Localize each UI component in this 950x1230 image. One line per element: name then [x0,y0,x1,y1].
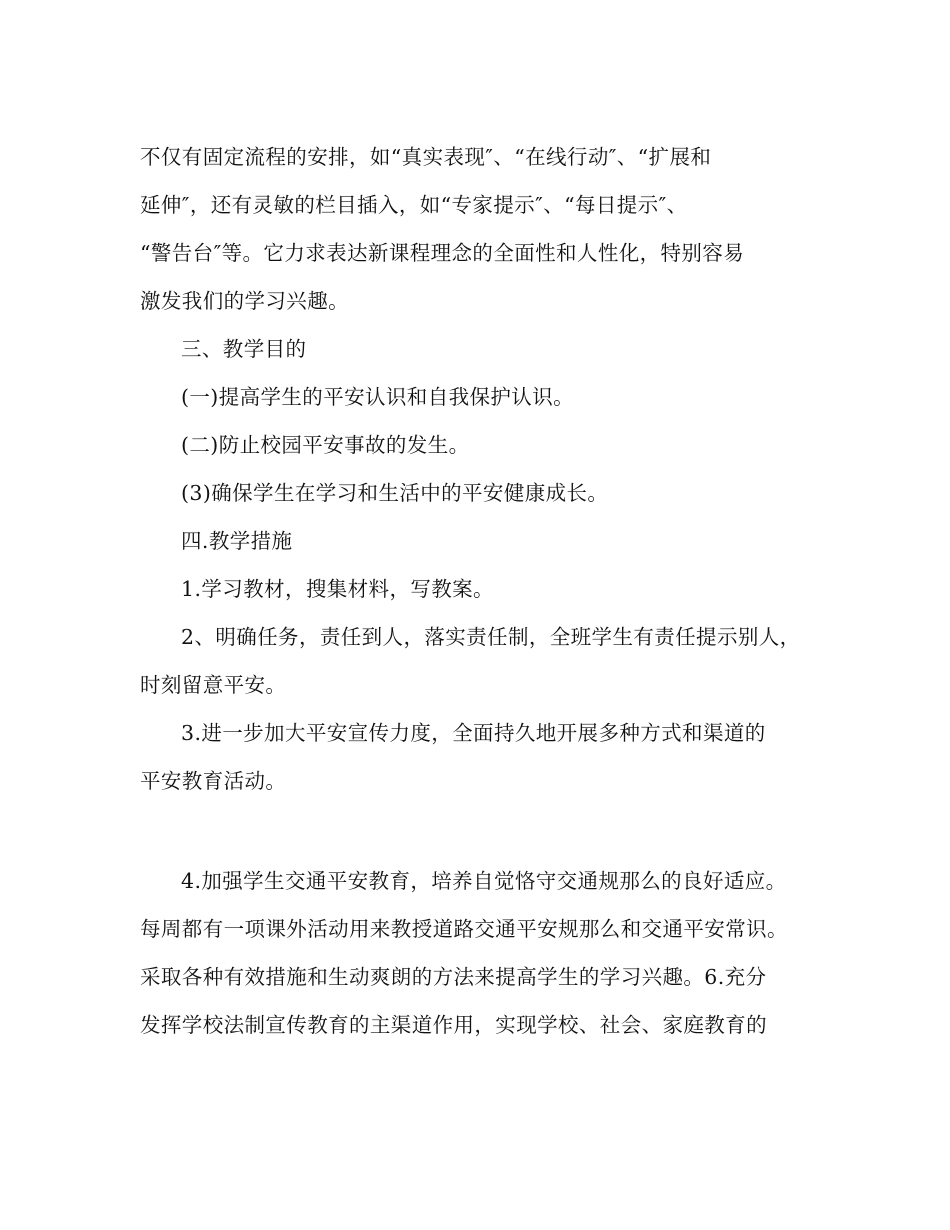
list-item: 2、明确任务，责任到人，落实责任制，全班学生有责任提示别人， [181,625,801,649]
text-line: “警告台″等。它力求表达新课程理念的全面性和人性化，特别容易 [140,241,745,265]
text-line: 不仅有固定流程的安排，如“真实表现″、“在线行动″、“扩展和 [140,145,712,169]
text-line: 平安教育活动。 [140,769,287,793]
list-item: 1.学习教材，搜集材料，写教案。 [181,577,494,601]
list-item: (一)提高学生的平安认识和自我保护认识。 [181,385,574,409]
section-heading: 三、教学目的 [181,337,307,361]
list-item: 4.加强学生交通平安教育，培养自觉恪守交通规那么的良好适应。 [181,869,787,893]
list-item: 3.进一步加大平安宣传力度，全面持久地开展多种方式和渠道的 [181,721,766,745]
list-item: (3)确保学生在学习和生活中的平安健康成长。 [181,481,609,505]
text-line: 采取各种有效措施和生动爽朗的方法来提高学生的学习兴趣。6.充分 [140,965,767,989]
text-line: 时刻留意平安。 [140,673,287,697]
section-heading: 四.教学措施 [181,529,293,553]
text-line: 每周都有一项课外活动用来教授道路交通平安规那么和交通平安常识。 [140,917,788,941]
list-item: (二)防止校园平安事故的发生。 [181,433,470,457]
text-line: 延伸″，还有灵敏的栏目插入，如“专家提示″、“每日提示″、 [140,193,688,217]
text-line: 发挥学校法制宣传教育的主渠道作用，实现学校、社会、家庭教育的 [140,1013,767,1037]
text-line: 激发我们的学习兴趣。 [140,289,349,313]
